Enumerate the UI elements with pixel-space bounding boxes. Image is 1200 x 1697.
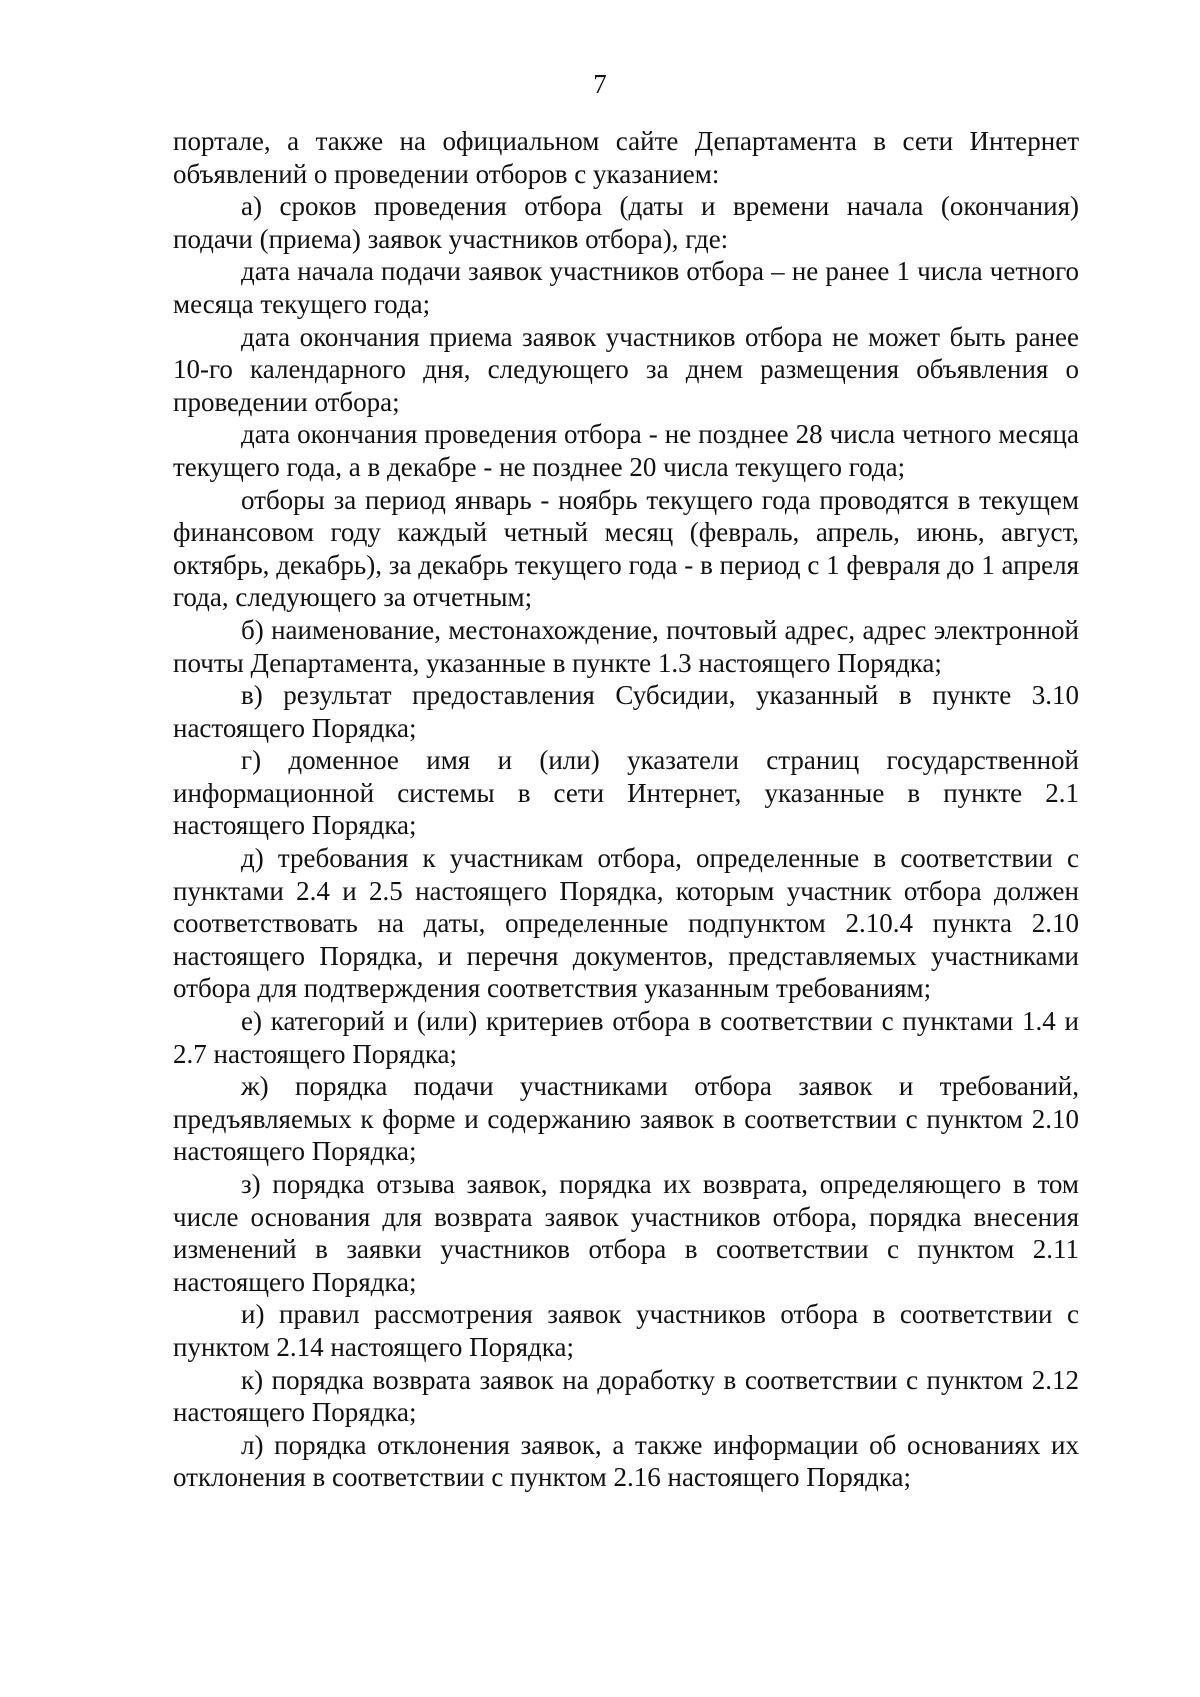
paragraph-item-z: з) порядка отзыва заявок, порядка их возврата, определяющего в том числе основания для возврата заявок участников отбора, порядка внесения изменений в заявки участников отбора в соответствии с пунктом 2.11 настоящего Порядка; [173, 1169, 1079, 1297]
paragraph-end-selection-date: дата окончания проведения отбора - не позднее 28 числа четного месяца текущего года, а в декабре - не позднее 20 числа текущего года; [173, 419, 1079, 482]
page-number: 7 [593, 69, 607, 99]
paragraph-item-g: г) доменное имя и (или) указатели страниц государственной информационной системы в сети Интернет, указанные в пункте 2.1 настоящего Порядка; [173, 745, 1079, 841]
paragraph-selection-periods: отборы за период январь - ноябрь текущего года проводятся в текущем финансовом году каждый четный месяц (февраль, апрель, июнь, август, октябрь, декабрь), за декабрь текущего года - в период с 1 февраля до 1 апреля года, следующего за отчетным; [173, 484, 1079, 613]
paragraph-item-e: е) категорий и (или) критериев отбора в соответствии с пунктами 1.4 и 2.7 настоящего Порядка; [173, 1006, 1079, 1069]
paragraph-end-acceptance-date: дата окончания приема заявок участников отбора не может быть ранее 10-го календарного дня, следующего за днем размещения объявления о проведении отбора; [173, 321, 1079, 417]
paragraph-item-i: и) правил рассмотрения заявок участников отбора в соответствии с пунктом 2.14 настоящего Порядка; [173, 1299, 1079, 1362]
paragraph-item-b: б) наименование, местонахождение, почтовый адрес, адрес электронной почты Департамента, указанные в пункте 1.3 настоящего Порядка; [173, 614, 1079, 678]
paragraph-item-a: а) сроков проведения отбора (даты и времени начала (окончания) подачи (приема) заявок участников отбора), где: [173, 191, 1079, 254]
paragraph-start-date: дата начала подачи заявок участников отбора – не ранее 1 числа четного месяца текущего года; [173, 256, 1079, 319]
document-body [173, 125, 1079, 1494]
paragraph-item-d: д) требования к участникам отбора, определенные в соответствии с пунктами 2.4 и 2.5 настоящего Порядка, которым участник отбора должен соответствовать на даты, определенные подпунктом 2.10.4 пункта 2.10 настоящего Порядка, и перечня документов, представляемых участниками отбора для подтверждения соответствия указанным требованиям; [173, 843, 1079, 1004]
paragraph-item-v: в) результат предоставления Субсидии, указанный в пункте 3.10 настоящего Порядка; [173, 680, 1079, 743]
paragraph-continuation: порталe, а также на официальном сайте Департамента в сети Интернет объявлений о проведении отборов с указанием: [173, 126, 1079, 189]
paragraph-item-zh: ж) порядка подачи участниками отбора заявок и требований, предъявляемых к форме и содержанию заявок в соответствии с пунктом 2.10 настоящего Порядка; [173, 1071, 1079, 1167]
paragraph-item-l: л) порядка отклонения заявок, а также информации об основаниях их отклонения в соответствии с пунктом 2.16 настоящего Порядка; [173, 1429, 1079, 1493]
paragraph-item-k: к) порядка возврата заявок на доработку в соответствии с пунктом 2.12 настоящего Порядка; [173, 1364, 1079, 1428]
